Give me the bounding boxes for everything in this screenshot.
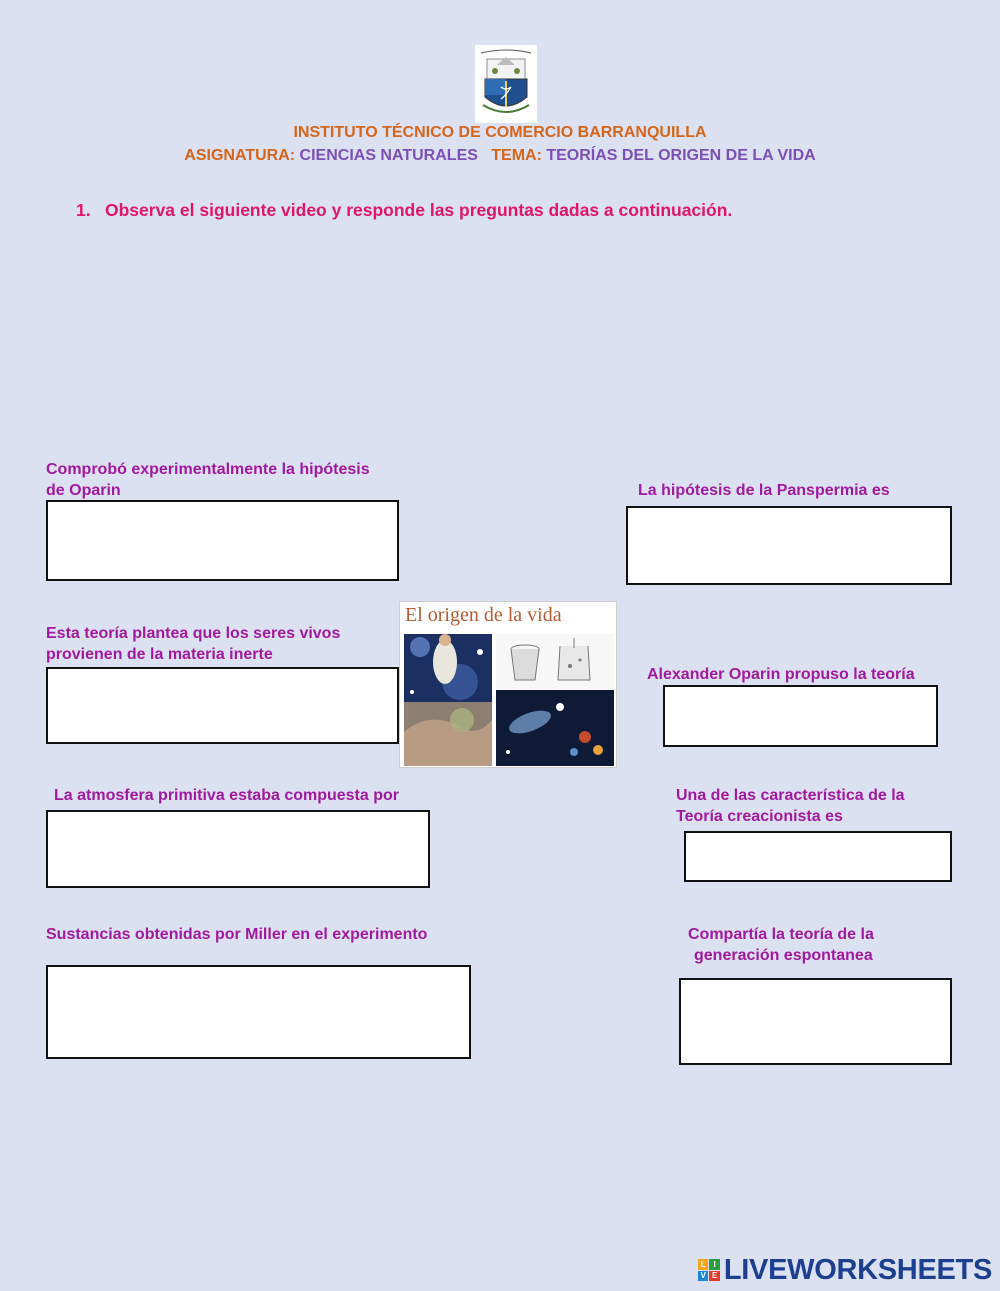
answer-box-6[interactable] [684, 831, 952, 882]
question-3-label [46, 623, 340, 665]
question-1-line2: de Oparin [46, 482, 121, 499]
instruction [76, 200, 732, 221]
topic-label: TEMA: [491, 147, 542, 164]
instruction-number: 1. [76, 200, 91, 220]
question-3-line1: Esta teoría plantea que los seres vivos [46, 625, 341, 642]
question-8-label [688, 924, 874, 966]
instruction-text: Observa el siguiente video y responde las preguntas dadas a continuación. [105, 200, 733, 220]
institution-title: INSTITUTO TÉCNICO DE COMERCIO BARRANQUILLA [293, 124, 707, 141]
answer-box-1[interactable] [46, 500, 399, 581]
question-1-line1: Comprobó experimentalmente la hipótesis [46, 461, 370, 478]
answer-box-3[interactable] [46, 667, 399, 744]
topic-value: TEORÍAS DEL ORIGEN DE LA VIDA [546, 147, 816, 164]
question-7-label: Sustancias obtenidas por Miller en el experimento [46, 926, 428, 943]
question-8-line1: Compartía la teoría de la [688, 926, 874, 943]
mark-letter-e: E [709, 1271, 720, 1282]
subject-topic-line [0, 147, 1000, 165]
answer-box-2[interactable] [626, 506, 952, 585]
question-6-label [676, 785, 905, 827]
liveworksheets-logo [698, 1252, 992, 1288]
mark-letter-v: V [698, 1271, 709, 1282]
answer-box-4[interactable] [663, 685, 938, 747]
question-5-label: La atmosfera primitiva estaba compuesta por [54, 787, 399, 804]
mark-letter-l: L [698, 1259, 709, 1270]
school-logo [475, 45, 537, 123]
question-1-label [46, 459, 370, 501]
question-6-line1: Una de las característica de la [676, 787, 905, 804]
brand-name: LIVEWORKSHEETS [723, 1253, 992, 1286]
question-4-label: Alexander Oparin propuso la teoría [647, 666, 915, 683]
answer-box-5[interactable] [46, 810, 430, 888]
mark-letter-i: I [709, 1259, 720, 1270]
question-2-label: La hipótesis de la Panspermia es [638, 482, 890, 499]
question-3-line2: provienen de la materia inerte [46, 646, 273, 663]
origin-of-life-image [399, 601, 617, 768]
image-title: El origen de la vida [405, 604, 562, 626]
answer-box-8[interactable] [679, 978, 952, 1065]
answer-box-7[interactable] [46, 965, 471, 1059]
subject-value: CIENCIAS NATURALES [299, 147, 478, 164]
subject-label: ASIGNATURA: [184, 147, 296, 164]
question-8-line2: generación espontanea [694, 947, 873, 964]
question-6-line2: Teoría creacionista es [676, 808, 843, 825]
liveworksheets-mark-icon [698, 1259, 720, 1281]
